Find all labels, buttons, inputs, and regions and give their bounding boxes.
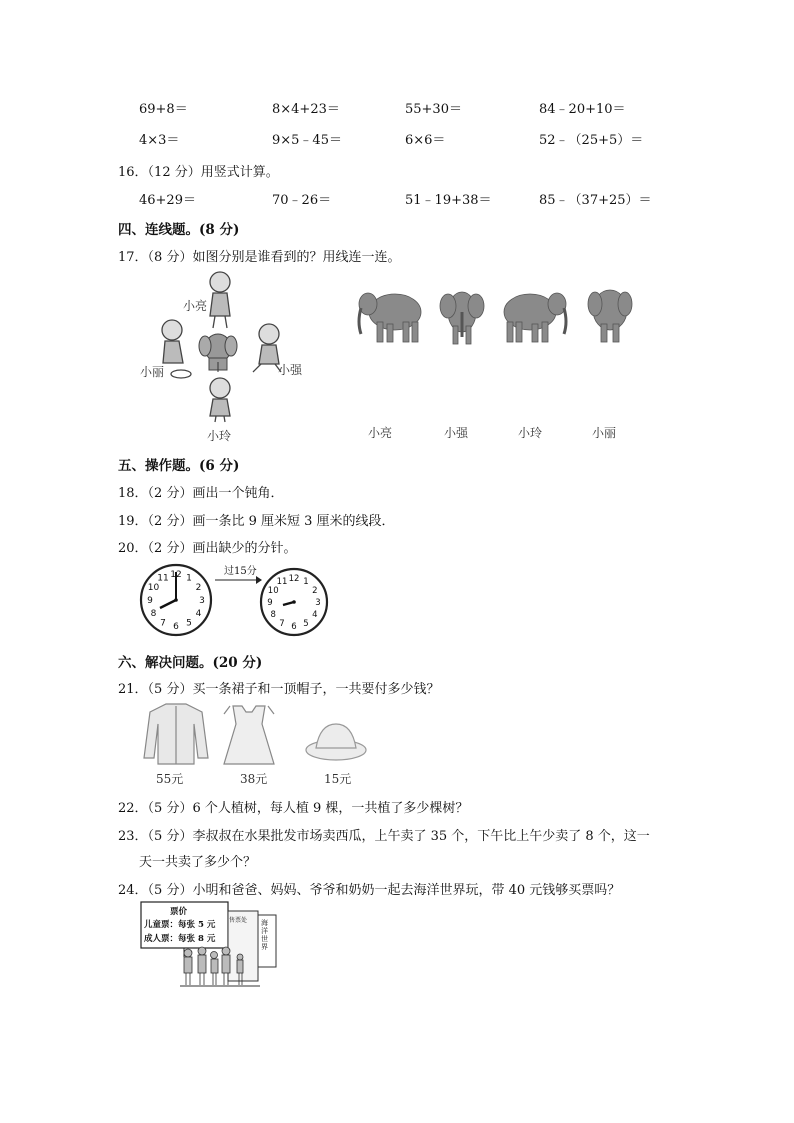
ticket-booth-svg: [140, 901, 280, 991]
clock-numeral: 12: [170, 570, 182, 581]
clock-numeral: 11: [276, 577, 288, 588]
clock-numeral: 2: [312, 586, 318, 596]
sign-title: 票价: [170, 907, 188, 917]
calc-item: 55+30＝: [405, 102, 462, 117]
question-21-title: 21．（5 分）买一条裙子和一顶帽子，一共要付多少钱？: [118, 682, 440, 697]
calc-item: 84﹣20+10＝: [539, 102, 626, 117]
section-5-heading: 五、操作题。(6 分): [118, 458, 240, 474]
elephant-front-image: [440, 292, 484, 344]
elephant-back-image: [588, 290, 632, 342]
clock-numeral: 9: [147, 596, 153, 607]
question-23-line2: 天一共卖了多少个？: [139, 855, 257, 870]
question-16-title: 16．（12 分）用竖式计算。: [118, 165, 279, 180]
items-svg: [138, 700, 368, 770]
calc-item: 9×5﹣45＝: [272, 133, 342, 148]
hat-image: [306, 724, 366, 760]
question-19: 19．（2 分）画一条比 9 厘米短 3 厘米的线段．: [118, 514, 395, 529]
price-jacket: 55元: [156, 772, 184, 786]
sign-child-price: 儿童票：每张 5 元: [144, 920, 216, 930]
clock-numeral: 12: [288, 574, 300, 584]
jacket-image: [144, 704, 208, 764]
building-label: 海洋世界: [261, 919, 268, 951]
clock-numeral: 3: [315, 598, 321, 608]
clock-numeral: 10: [147, 583, 160, 594]
viewer-label-left: 小丽: [140, 365, 165, 379]
calc-item: 46+29＝: [139, 193, 196, 208]
viewer-label-top: 小亮: [183, 299, 208, 313]
section-6-heading: 六、解决问题。(20 分): [118, 655, 263, 671]
arrow-icon: [215, 576, 262, 584]
child-right-figure: [253, 324, 281, 372]
child-left-figure: [162, 320, 191, 378]
price-dress: 38元: [240, 772, 268, 786]
viewer-label-bottom: 小玲: [207, 429, 232, 443]
price-hat: 15元: [324, 772, 352, 786]
calc-item: 6×6＝: [405, 133, 446, 148]
clock-numeral: 1: [186, 573, 192, 584]
clock-numeral: 6: [173, 622, 179, 633]
clock-numeral: 8: [270, 610, 276, 620]
elephant-label-2: 小强: [444, 426, 469, 440]
calc-item: 52﹣（25+5）＝: [539, 133, 644, 148]
clock-numeral: 9: [267, 598, 273, 608]
clock-numeral: 4: [312, 610, 318, 620]
child-bottom-figure: [210, 378, 230, 422]
elephant-views-svg: [355, 282, 645, 352]
clock-numeral: 7: [160, 618, 166, 629]
calc-row-1: [0, 98, 794, 118]
dress-image: [224, 706, 274, 764]
clock-numeral: 3: [199, 596, 205, 607]
calc-item: 8×4+23＝: [272, 102, 340, 117]
elephant-views: [355, 282, 645, 352]
calc-item: 69+8＝: [139, 102, 188, 117]
clock-numeral: 5: [186, 618, 192, 629]
booth-label: 售票处: [229, 917, 248, 924]
question-20-title: 20．（2 分）画出缺少的分针。: [118, 541, 297, 556]
calc-item: 85﹣（37+25）＝: [539, 193, 652, 208]
child-top-figure: [210, 272, 230, 328]
clock-numeral: 5: [303, 618, 309, 629]
question-18: 18．（2 分）画出一个钝角．: [118, 486, 284, 501]
question-22: 22．（5 分）6 个人植树，每人植 9 棵，一共植了多少棵树？: [118, 801, 469, 816]
clock-numeral: 2: [195, 583, 202, 594]
question-17-title: 17．（8 分）如图分别是谁看到的？用线连一连。: [118, 250, 401, 265]
viewers-illustration: [135, 268, 315, 446]
clock-numeral: 1: [303, 577, 309, 588]
elephant-side-left-image: [359, 293, 421, 342]
elephant-side-right-image: [504, 293, 566, 342]
clock-numeral: 4: [195, 609, 202, 620]
viewers-svg: [135, 268, 315, 446]
clock-numeral: 11: [157, 573, 169, 584]
arrow-label: 过15分: [224, 566, 257, 577]
calc-item: 70﹣26＝: [272, 193, 332, 208]
elephant-label-4: 小丽: [592, 426, 617, 440]
question-23-line1: 23．（5 分）李叔叔在水果批发市场卖西瓜，上午卖了 35 个，下午比上午少卖了 8 个，这一: [118, 829, 650, 844]
section-4-heading: 四、连线题。(8 分): [118, 222, 240, 238]
viewer-label-right: 小强: [278, 363, 303, 377]
clock-numeral: 6: [291, 622, 297, 632]
clock-numeral: 7: [279, 618, 285, 629]
calc-item: 51﹣19+38＝: [405, 193, 492, 208]
calc-item: 4×3＝: [139, 133, 180, 148]
calc-row-3: [0, 189, 794, 209]
calc-row-2: [0, 129, 794, 149]
clock-numeral: 10: [267, 586, 279, 596]
shopping-items: [138, 700, 368, 790]
clocks-illustration: [138, 562, 332, 638]
ticket-booth-illustration: [140, 901, 280, 991]
question-24-title: 24．（5 分）小明和爸爸、妈妈、爷爷和奶奶一起去海洋世界玩，带 40 元钱够买票吗？: [118, 883, 621, 898]
clock-numeral: 8: [150, 609, 157, 620]
elephant-label-3: 小玲: [518, 426, 543, 440]
elephant-label-1: 小亮: [368, 426, 393, 440]
elephant-center-figure: [199, 334, 237, 372]
sign-adult-price: 成人票：每张 8 元: [144, 934, 216, 944]
